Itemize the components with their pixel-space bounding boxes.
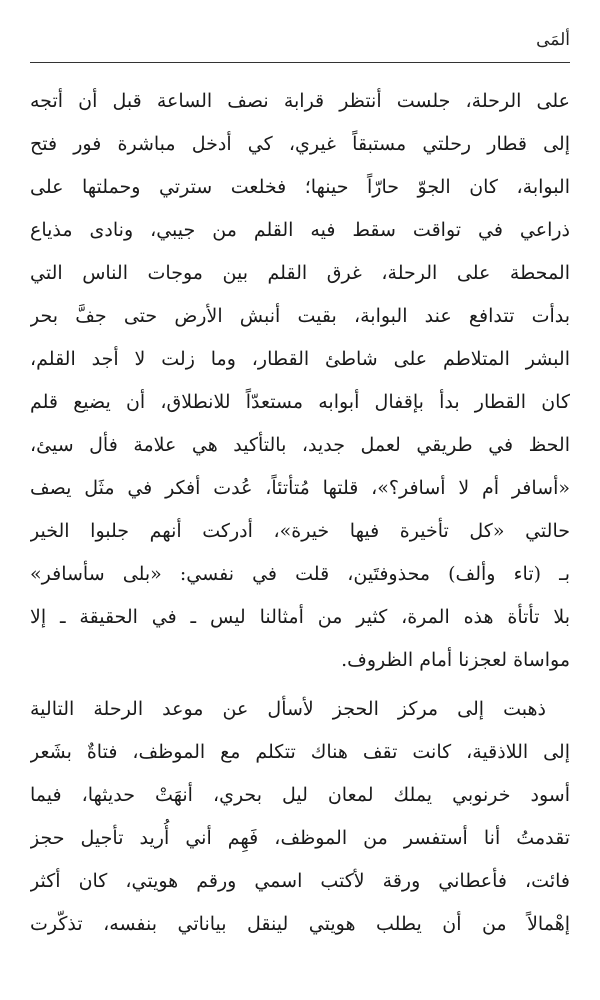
text-line: «أسافر أم لا أسافر؟»، قلتها مُتأتئاً، عُدت أفكر في مثَل يصف (30, 477, 570, 499)
text-line: ذهبت إلى مركز الحجز لأسأل عن موعد الرحلة التالية (30, 698, 546, 720)
header-rule (30, 62, 570, 63)
text-line: بلا تأتأة هذه المرة، كثير من أمثالنا ليس ـ في الحقيقة ـ إلا (30, 606, 570, 628)
text-line: إلى اللاذقية، كانت تقف هناك تتكلم مع الموظف، فتاةٌ بشَعر (30, 741, 570, 763)
text-line: بـ (تاء وألف) محذوفتَين، قلت في نفسي: «بلى سأسافر» (30, 563, 570, 585)
text-line: البشر المتلاطم على شاطئ القطار، وما زلت لا أجد القلم، (30, 348, 570, 370)
body-text (30, 80, 570, 946)
text-line: أسود خرنوبي يملك لمعان ليل بحري، أنهَتْ حديثها، فيما (30, 784, 570, 806)
text-line: المحطة على الرحلة، غرق القلم بين موجات الناس التي (30, 262, 570, 284)
paragraph-2 (30, 688, 570, 946)
text-line: مواساة لعجزنا أمام الظروف. (341, 649, 570, 671)
text-line: بدأت تتدافع عند البوابة، بقيت أنبش الأرض حتى جفَّ بحر (30, 305, 570, 327)
text-line: على الرحلة، جلست أنتظر قرابة نصف الساعة قبل أن أتجه (30, 90, 570, 112)
text-line: إهْمالاً من أن يطلب هويتي لينقل بياناتي بنفسه، تذكّرت (30, 913, 570, 935)
paragraph-1 (30, 80, 570, 682)
text-line: تقدمتُ أنا أستفسر من الموظف، فَهِم أني أُريد تأجيل حجز (30, 827, 570, 849)
text-line: إلى قطار رحلتي مستبقاً غيري، كي أدخل مباشرة فور فتح (30, 133, 570, 155)
text-line: البوابة، كان الجوّ حارّاً حينها؛ فخلعت سترتي وحملتها على (30, 176, 570, 198)
text-line: حالتي «كل تأخيرة فيها خيرة»، أدركت أنهم جلبوا الخير (30, 520, 570, 542)
running-title: ألمَى (536, 30, 570, 50)
text-line: ذراعي في تواقت سقط فيه القلم من جيبي، ونادى مذياع (30, 219, 570, 241)
text-line: كان القطار بدأ بإقفال أبوابه مستعدّاً للانطلاق، أن يضيع قلم (30, 391, 570, 413)
text-line: فائت، فأعطاني ورقة لأكتب اسمي ورقم هويتي، كان أكثر (30, 870, 570, 892)
text-line: الحظ في طريقي لعمل جديد، بالتأكيد هي علامة فأل سيئ، (30, 434, 570, 456)
